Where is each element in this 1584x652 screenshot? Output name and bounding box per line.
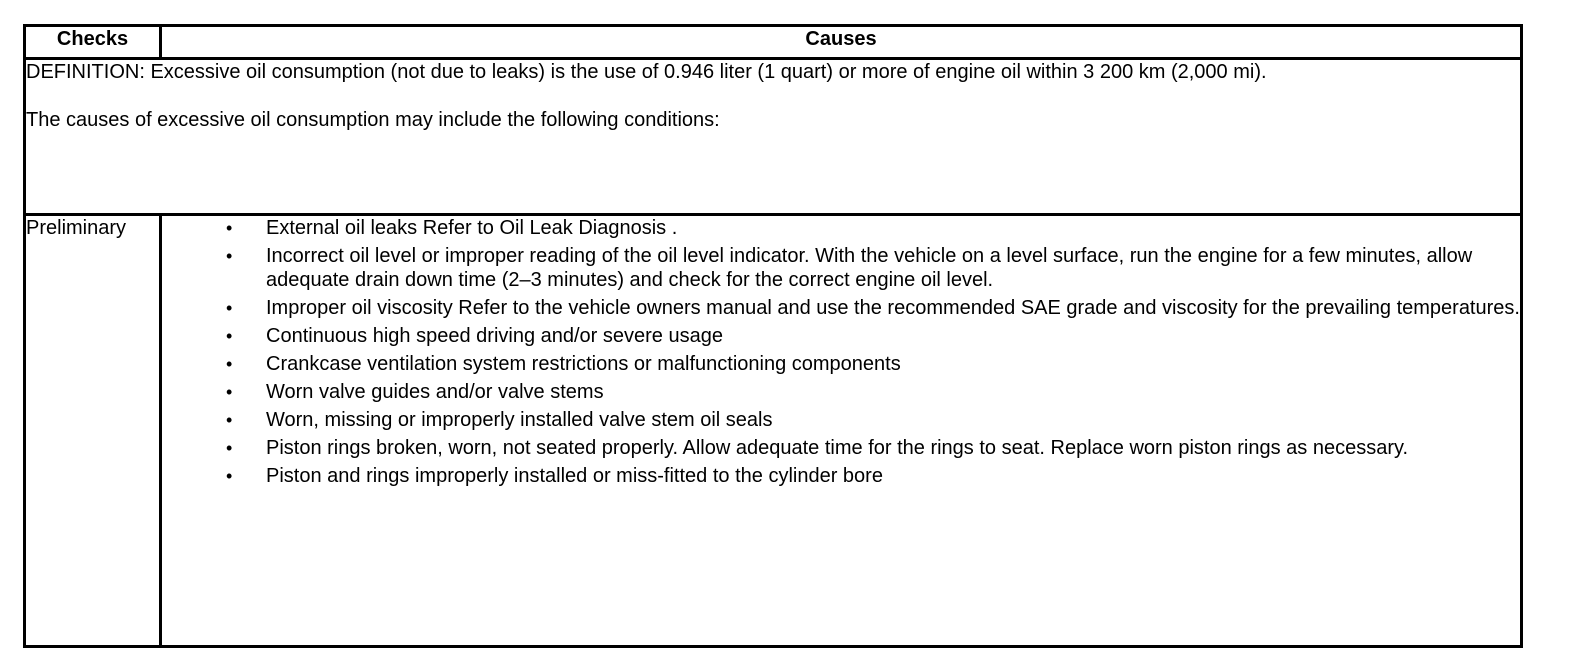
definition-text: DEFINITION: Excessive oil consumption (not due to leaks) is the use of 0.946 liter (1 quart) or more of engine oil within 3 200 km (2,000 mi).: [26, 61, 1267, 83]
cause-text: Piston and rings improperly installed or miss-fitted to the cylinder bore: [266, 465, 883, 487]
list-item: [162, 464, 1520, 488]
definition-spacer: [26, 84, 1520, 108]
list-item: [162, 352, 1520, 376]
cause-text: Continuous high speed driving and/or severe usage: [266, 325, 723, 347]
bullet-icon: •: [226, 438, 233, 458]
list-item: [162, 296, 1520, 320]
list-item: [162, 436, 1520, 460]
causes-list: [162, 216, 1520, 488]
bullet-icon: •: [226, 246, 233, 266]
cause-text: Improper oil viscosity Refer to the vehicle owners manual and use the recommended SAE grade and viscosity for the prevailing temperatures.: [266, 297, 1520, 319]
list-item: [162, 408, 1520, 432]
cause-text: Crankcase ventilation system restrictions or malfunctioning components: [266, 353, 901, 375]
list-item: [162, 324, 1520, 348]
bullet-icon: •: [226, 382, 233, 402]
bullet-icon: •: [226, 218, 233, 238]
check-cell-preliminary: Preliminary: [25, 215, 161, 647]
bullet-icon: •: [226, 298, 233, 318]
table-row: [25, 215, 1522, 647]
cause-text: Worn, missing or improperly installed valve stem oil seals: [266, 409, 773, 431]
definition-row: [25, 59, 1522, 215]
bullet-icon: •: [226, 466, 233, 486]
diagnosis-table: [23, 24, 1523, 648]
table-header-row: [25, 26, 1522, 59]
column-header-causes: Causes: [161, 26, 1522, 59]
cause-text: Incorrect oil level or improper reading of the oil level indicator. With the vehicle on a level surface, run the engine for a few minutes, allow adequate drain down time (2–3 minutes) and check for the correct engine oil level.: [266, 245, 1473, 291]
bullet-icon: •: [226, 354, 233, 374]
cause-text: Piston rings broken, worn, not seated properly. Allow adequate time for the rings to seat. Replace worn piston rings as necessary.: [266, 437, 1409, 459]
list-item: [162, 216, 1520, 240]
list-item: [162, 380, 1520, 404]
cause-text: External oil leaks Refer to Oil Leak Diagnosis .: [266, 217, 678, 239]
bullet-icon: •: [226, 410, 233, 430]
list-item: [162, 244, 1520, 292]
definition-cell: [25, 59, 1522, 215]
definition-intro-text: The causes of excessive oil consumption may include the following conditions:: [26, 109, 720, 131]
column-header-checks: Checks: [25, 26, 161, 59]
bullet-icon: •: [226, 326, 233, 346]
cause-text: Worn valve guides and/or valve stems: [266, 381, 604, 403]
causes-cell: [161, 215, 1522, 647]
